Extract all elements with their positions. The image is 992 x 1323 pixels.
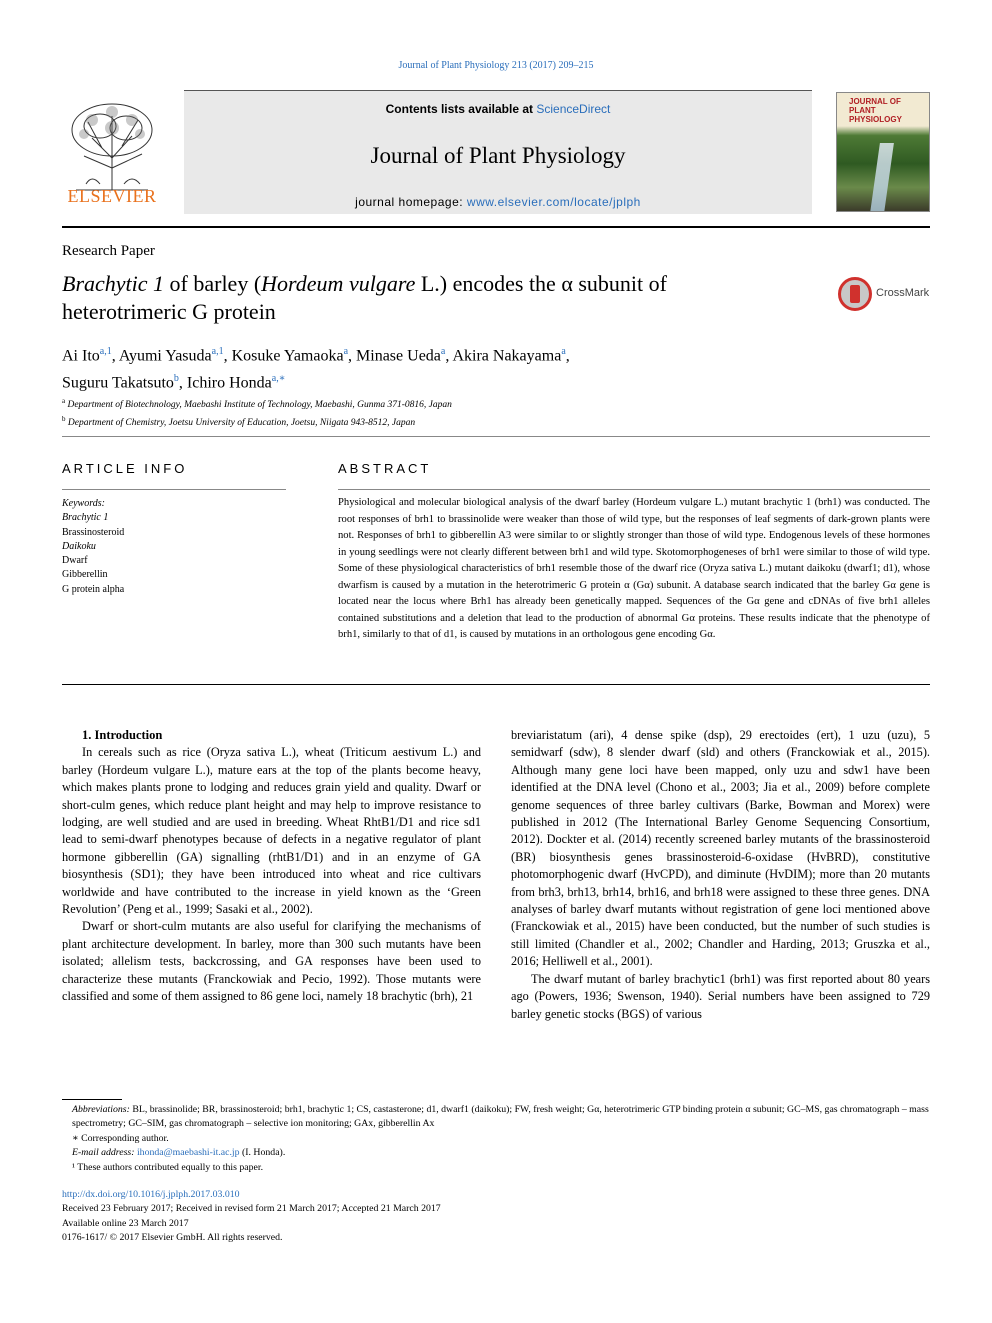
divider [338, 489, 930, 490]
cover-title: JOURNAL OF PLANT PHYSIOLOGY [849, 97, 902, 124]
affiliation-sup: b [62, 415, 66, 424]
title-gene: Brachytic 1 [62, 271, 165, 296]
author[interactable]: Kosuke Yamaoka [231, 347, 344, 365]
paragraph: The dwarf mutant of barley brachytic1 (brh1) was first reported about 80 years ago (Powers, 1936; Swenson, 1940). Serial numbers have been assigned to 729 barley genetic stocks (BGS) of various [511, 971, 930, 1021]
paragraph: In cereals such as rice (Oryza sativa L.), wheat (Triticum aestivum L.) and barley (Hordeum vulgare L.), mature ears at the top of the plants become heavy, which makes plants prone to lodging and reduces grain yield and quality. Dwarf or short-culm genes, which reduce plant height and may help to improve resistance to lodging, are well studied and are used in breeding. Wheat RhtB1/D1 and rice sd1 lead to semi-dwarf phenotypes because of defects in a negative regulator of plant hormone gibberellin (GA) signalling (rhtB1/D1) and in an enzyme of GA biosynthesis (SD1); they have been introduced into wheat and rice cultivars worldwide and have contributed to the increase in yield known as the ‘Green Revolution’ (Peng et al., 1999; Sasaki et al., 2002). [62, 745, 481, 917]
keyword: Daikoku [62, 540, 96, 552]
title-part: L.) encodes the α subunit of heterotrimeric G protein [62, 271, 667, 324]
divider [62, 684, 930, 685]
article-title [62, 270, 782, 326]
crossmark-badge[interactable] [838, 277, 934, 311]
contents-line [184, 102, 812, 116]
email-note [62, 1146, 930, 1160]
copyright: 0176-1617/ © 2017 Elsevier GmbH. All rights reserved. [62, 1232, 283, 1244]
keyword: G protein alpha [62, 583, 125, 595]
footnotes [62, 1103, 930, 1175]
journal-homepage [184, 195, 812, 209]
section-heading: 1. Introduction [82, 728, 163, 742]
abstract-text: Physiological and molecular biological analysis of the dwarf barley (Hordeum vulgare L.) mutant brachytic 1 (brh1) was conducted. The root responses of brh1 to brassinolide were weaker than those of wild type, but the responses of leaf segments of dark-grown plants were not. Responses of brh1 to gibberellin A3 were similar to or slightly stronger than those of wild type. Endogenous levels of these hormones in young seedlings were not clearly different between brh1 and wild type. Skotomorphogeneses of brh1 were similar to those of wild type. Some of these physiological characteristics of brh1 resemble those of the dwarf rice (Oryza sativa L.) mutant daikoku (dwarf1; d1), whose dwarfism is caused by a mutation in the heterotrimeric G protein α (Gα) subunit. A database search indicated that the barley Gα gene is located near the locus where Brh1 has already been genetically mapped. Sequences of the Gα gene and cDNAs of five brh1 alleles contained substitutions and a deletion that lead to the production of abnormal Gα proteins. These results indicate that the phenotype of brh1, similarly to that of d1, is caused by mutations in an orthologous gene encoding Gα. [338, 497, 930, 640]
journal-banner [184, 90, 812, 214]
masthead [62, 90, 930, 214]
masthead-divider [62, 226, 930, 228]
author[interactable]: Ayumi Yasuda [118, 347, 212, 365]
paragraph: Dwarf or short-culm mutants are also useful for clarifying the mechanisms of plant architecture development. In barley, more than 300 such mutants have been isolated; allelism tests, backcrossing, and GA responses have been used to characterize these mutants (Franckowiak and Pecio, 1992). Those mutants were classified and some of them assigned to 86 gene loci, namely 18 brachytic (brh), 21 [62, 919, 481, 1004]
affiliation [62, 394, 882, 412]
author[interactable]: Minase Ueda [356, 347, 441, 365]
keyword: Brachytic 1 [62, 512, 109, 524]
email-suffix: (I. Honda). [239, 1147, 286, 1159]
received-dates: Received 23 February 2017; Received in revised form 21 March 2017; Accepted 21 March 2017 [62, 1203, 441, 1215]
affiliation-sup: a [62, 397, 66, 405]
elsevier-wordmark: ELSEVIER [67, 186, 157, 206]
homepage-link[interactable]: www.elsevier.com/locate/jplph [466, 195, 641, 209]
article-info-heading: ARTICLE INFO [62, 461, 188, 476]
article-type: Research Paper [62, 243, 155, 259]
author-sup[interactable]: a,1 [211, 346, 224, 357]
title-part: of barley ( [164, 271, 262, 296]
author[interactable]: Ichiro Honda [186, 374, 272, 392]
corresponding-note: ∗ Corresponding author. [72, 1132, 169, 1144]
divider [62, 436, 930, 437]
affiliations [62, 394, 882, 430]
author[interactable]: Akira Nakayama [452, 347, 562, 365]
title-species: Hordeum vulgare [261, 271, 416, 296]
footnote-divider [62, 1099, 122, 1100]
crossmark-icon [838, 277, 872, 311]
cover-waterfall [870, 143, 894, 212]
publication-info [62, 1188, 930, 1246]
journal-citation[interactable]: Journal of Plant Physiology 213 (2017) 209–215 [398, 60, 594, 71]
sciencedirect-link[interactable]: ScienceDirect [536, 102, 611, 116]
journal-cover-image[interactable] [836, 92, 930, 212]
paragraph: breviaristatum (ari), 4 dense spike (dsp), 29 erectoides (ert), 1 uzu (uzu), 5 semidwarf (sdw), 8 slender dwarf (sld) and others (Franckowiak et al., 2015). Although many gene loci have been mapped, only uzu and sdw1 have been identified at the DNA level (Chono et al., 2003; Jia et al., 2009) before complete genome sequences of three barley cultivars (Barke, Bowman and Morex) were published in 2012 (The International Barley Genome Sequencing Consortium, 2012). Dockter et al. (2014) recently screened barley mutants of the brassinosteroid (BR) biosynthesis genes brassinosteroid-6-oxidase (HvBRD), constitutive photomorphogenic dwarf (HvCPD), and diminute (HvDIM); more than 20 mutants from brh3, brh13, brh14, brh16, and brh18 were assigned to these three genes. DNA analyses of barley dwarf mutants without registration of gene loci mentioned above (Franckowiak et al., 2015) have been conducted, but the number of such studies is still limited (Chandler et al., 2002; Chandler and Harding, 2013; Gruszka et al., 2016; Helliwell et al., 2001). [511, 728, 930, 969]
equal-contribution-note: ¹ These authors contributed equally to this paper. [72, 1161, 264, 1173]
author-sup[interactable]: a,1 [99, 346, 112, 357]
author-list: Ai Ito$^{a,1}$, Ayumi Yasuda$^{a,1}$, Kosuke Yamaoka$^a$, Minase Ueda$^a$, Akira Nakayama$^a$, Suguru Takatsuto$^b$, Ichiro Honda$^{a,∗}$ [62, 346, 570, 392]
email-label: E-mail address: [72, 1147, 137, 1159]
divider [62, 489, 286, 490]
abbreviations-text: BL, brassinolide; BR, brassinosteroid; brh1, brachytic 1; CS, castasterone; d1, dwarf1 (daikoku); FW, fresh weight; Gα, heterotrimeric GTP binding protein α subunit; GC–MS, gas chromatograph – mass spectrometry; GC–SIM, gas chromatograph – selective ion monitoring; GAx, gibberellin Ax [72, 1104, 929, 1130]
author-sup[interactable]: a [561, 346, 566, 357]
author-sup[interactable]: a,∗ [271, 373, 286, 385]
body-column-left [62, 727, 481, 1006]
crossmark-label: CrossMark [876, 287, 930, 299]
author-sup[interactable]: b [173, 373, 179, 385]
abbreviations-note [62, 1103, 930, 1132]
abbreviations-label: Abbreviations: [72, 1104, 130, 1115]
email-link[interactable]: ihonda@maebashi-it.ac.jp [136, 1147, 240, 1159]
keyword: Gibberellin [62, 569, 108, 581]
body-column-right [511, 727, 930, 1023]
affiliation [62, 412, 882, 430]
keywords-label: Keywords: [62, 498, 105, 509]
author[interactable]: Ai Ito [62, 347, 100, 365]
online-date: Available online 23 March 2017 [62, 1217, 189, 1229]
keywords [62, 497, 282, 597]
doi-link[interactable]: http://dx.doi.org/10.1016/j.jplph.2017.03.010 [62, 1189, 240, 1200]
keyword: Brassinosteroid [62, 526, 125, 538]
journal-title: Journal of Plant Physiology [370, 143, 626, 168]
contents-prefix: Contents lists available at [385, 102, 537, 116]
author-sup[interactable]: a [343, 346, 349, 357]
author[interactable]: Suguru Takatsuto [62, 374, 174, 392]
author-sup[interactable]: a [440, 346, 446, 357]
abstract-heading: ABSTRACT [338, 461, 432, 476]
keyword: Dwarf [62, 555, 88, 567]
affiliation-text: Department of Chemistry, Joetsu University of Education, Joetsu, Niigata 943-8512, Japan [67, 418, 416, 429]
homepage-prefix: journal homepage: [355, 195, 467, 209]
affiliation-text: Department of Biotechnology, Maebashi Institute of Technology, Maebashi, Gunma 371-0816, Japan [67, 400, 452, 411]
